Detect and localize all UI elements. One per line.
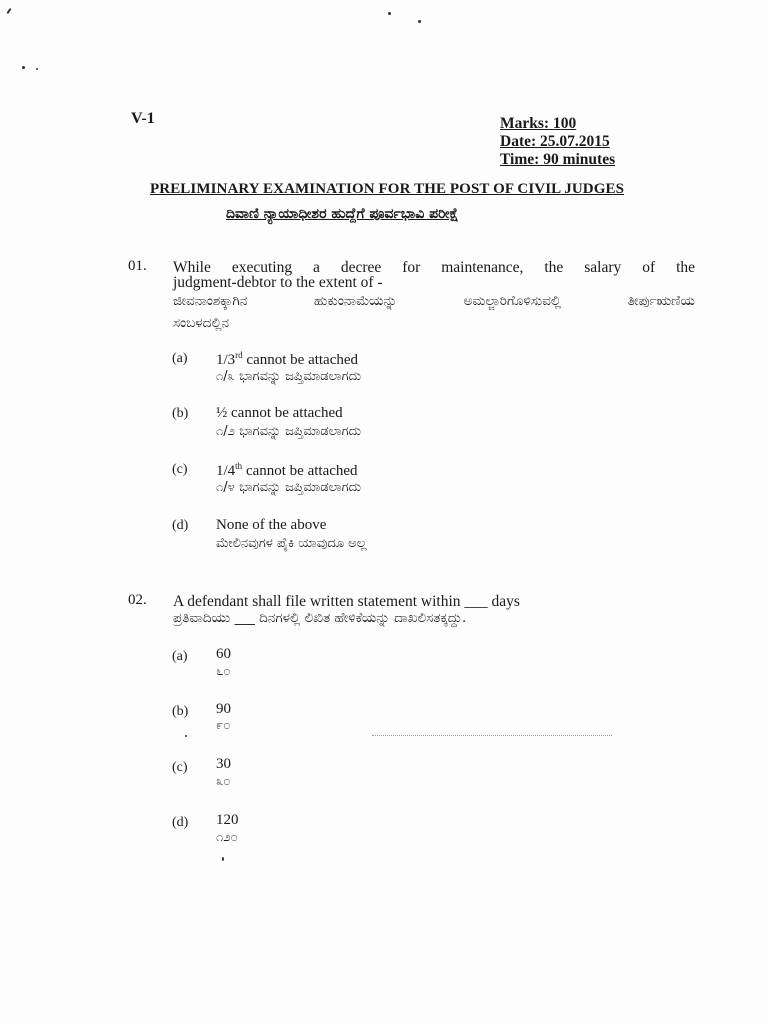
option-text-kannada: ಮೇಲಿನವುಗಳ ಪೈಕಿ ಯಾವುದೂ ಅಲ್ಲ	[216, 536, 367, 551]
marks-label: Marks: 100	[500, 115, 577, 132]
option-label: (d)	[172, 518, 189, 533]
question-number: 02.	[128, 592, 147, 608]
word: the	[676, 259, 695, 276]
date-label: Date: 25.07.2015	[500, 133, 610, 150]
exam-title-kannada: ದಿವಾಣಿ ನ್ಯಾಯಾಧೀಶರ ಹುದ್ದೆಗೆ ಪೂರ್ವಭಾವಿ ಪರೀಕ್ಷೆ	[226, 206, 459, 222]
word: salary	[584, 259, 622, 276]
scan-speck	[36, 68, 38, 70]
option-label: (a)	[172, 649, 188, 664]
option-text: 90	[216, 701, 231, 717]
option-text: 30	[216, 756, 231, 772]
scan-speck	[418, 20, 421, 23]
option-label: (c)	[172, 760, 188, 775]
word: a	[313, 259, 320, 276]
option-text: 60	[216, 646, 231, 662]
option-label: (c)	[172, 462, 188, 477]
scan-dotted-line	[372, 735, 612, 737]
option-text-kannada: ೩೦	[216, 774, 231, 789]
option-text: None of the above	[216, 517, 327, 533]
word: executing	[231, 259, 293, 276]
word: decree	[340, 259, 382, 276]
option-label: (d)	[172, 815, 189, 830]
word: ಅಮಲ್ಜಾರಿಗೊಳಿಸುವಲ್ಲಿ	[463, 293, 562, 309]
word: of	[642, 259, 656, 276]
word: ಜೀವನಾಂಶಕ್ಕಾಗಿನ	[173, 293, 248, 309]
option-text: 1/4th cannot be attached	[216, 461, 358, 479]
scan-speck	[6, 8, 11, 14]
option-text-kannada: ೧/೨ ಭಾಗವನ್ನು ಜಪ್ತಿಮಾಡಲಾಗದು	[216, 424, 362, 439]
word: ತೀರ್ಪುಋಣಿಯ	[627, 293, 695, 309]
word: the	[544, 259, 564, 276]
option-text-kannada: ೯೦	[216, 718, 231, 733]
question-text-kannada-line	[173, 293, 695, 309]
scan-speck	[388, 12, 391, 15]
scan-speck	[185, 735, 187, 737]
word: for	[402, 259, 421, 276]
question-text-line: judgment-debtor to the extent of -	[173, 274, 383, 291]
option-label: (b)	[172, 406, 189, 421]
option-text-kannada: ೬೦	[216, 664, 231, 679]
word: ಹುಕುಂನಾಮೆಯನ್ನು	[313, 293, 398, 309]
question-number: 01.	[128, 258, 147, 274]
option-text: 1/3rd cannot be attached	[216, 350, 359, 368]
word: While	[173, 259, 211, 276]
option-text: 120	[216, 812, 239, 828]
scan-speck	[222, 857, 224, 861]
question-text-kannada-line: ಪ್ರತಿವಾದಿಯು ___ ದಿನಗಳಲ್ಲಿ ಲಿಖಿತ ಹೇಳಿಕೆಯನ್ನು ದಾಖಲಿಸತಕ್ಕದ್ದು.	[173, 610, 467, 626]
option-text-kannada: ೧/೪ ಭಾಗವನ್ನು ಜಪ್ತಿಮಾಡಲಾಗದು	[216, 480, 362, 495]
option-label: (a)	[172, 351, 188, 366]
question-text-line: A defendant shall file written statement within ___ days	[173, 593, 520, 610]
option-text-kannada: ೧/೩ ಭಾಗವನ್ನು ಜಪ್ತಿಮಾಡಲಾಗದು	[216, 369, 362, 384]
word: maintenance,	[441, 259, 524, 276]
scan-speck	[22, 66, 25, 69]
option-label: (b)	[172, 704, 189, 719]
option-text-kannada: ೧೨೦	[216, 830, 238, 845]
option-text: ½ cannot be attached	[216, 405, 343, 421]
exam-title: PRELIMINARY EXAMINATION FOR THE POST OF CIVIL JUDGES	[150, 181, 625, 197]
time-label: Time: 90 minutes	[500, 151, 616, 168]
question-text-kannada-line: ಸಂಬಳದಲ್ಲಿನ	[173, 315, 230, 331]
paper-code: V-1	[131, 110, 155, 127]
